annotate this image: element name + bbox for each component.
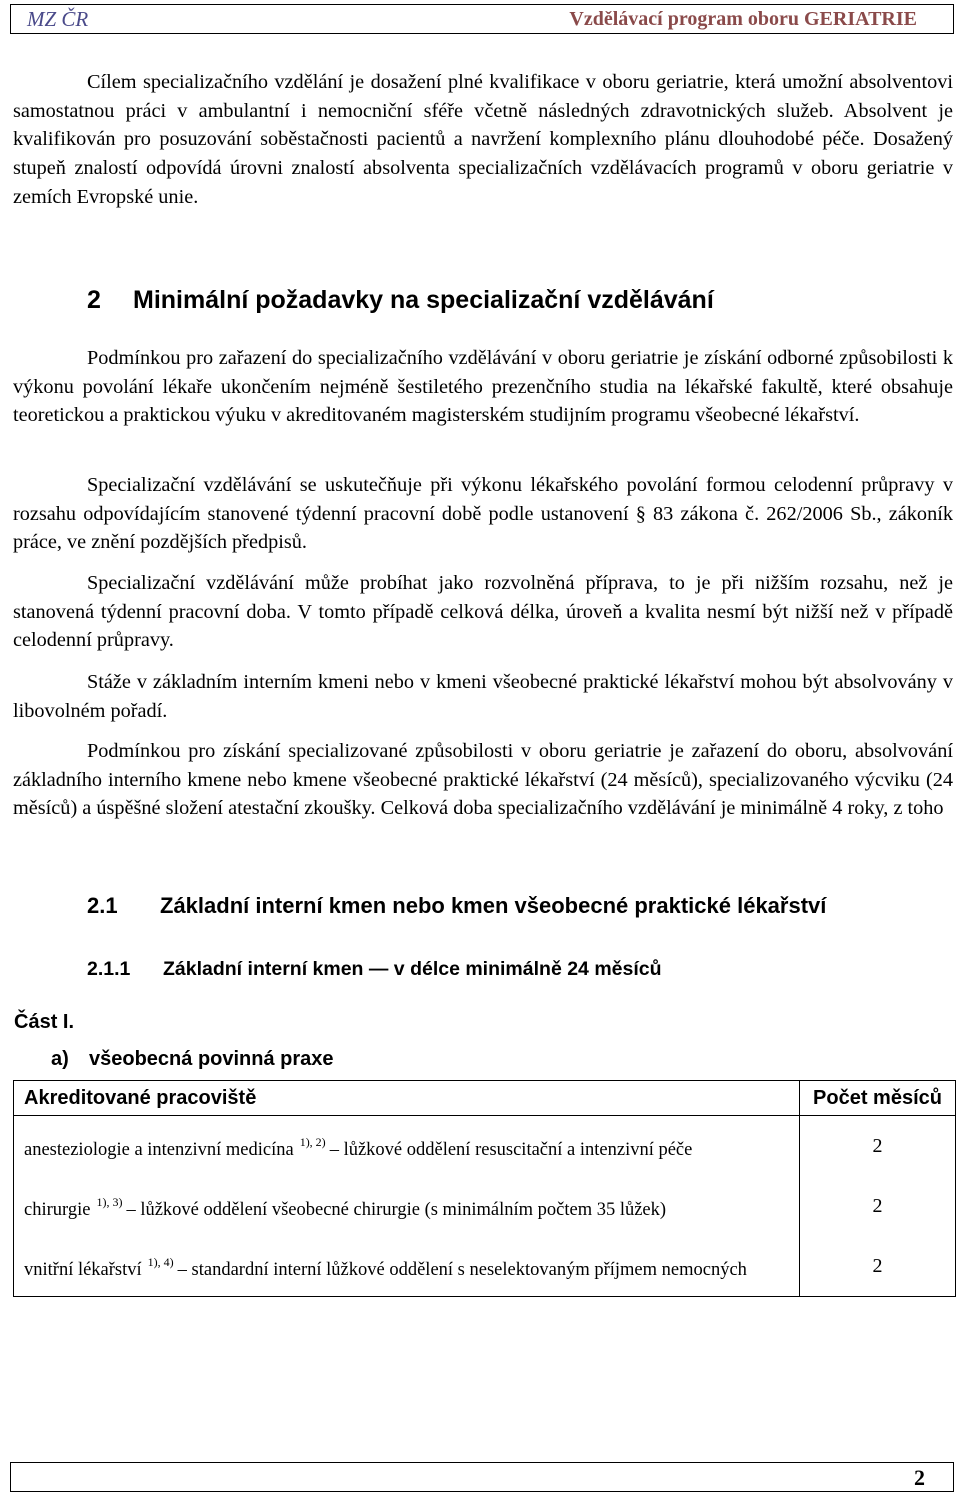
paragraph-2: Specializační vzdělávání se uskutečňuje při výkonu lékařského povolání formou celodenní průpravy v rozsahu odpovídajícím stanovené týdenní pracovní době podle ustanovení § 83 zákona č. 262/2006 Sb., zákoník práce, ve znění pozdějších předpisů.	[13, 474, 953, 554]
header-program-title: Vzdělávací program oboru GERIATRIE	[569, 7, 917, 30]
subsection-a-heading: a) všeobecná povinná praxe	[51, 1048, 334, 1070]
section-2-1-heading: 2.1 Základní interní kmen nebo kmen všeobecné praktické lékařství	[87, 893, 827, 918]
part-label: Část I.	[14, 1011, 75, 1033]
months-cell: 2	[800, 1116, 956, 1177]
section-2-1-1-heading: 2.1.1 Základní interní kmen — v délce minimálně 24 měsíců	[87, 958, 662, 980]
paragraph-3: Specializační vzdělávání může probíhat jako rozvolněná příprava, to je při nižším rozsahu, než je stanovená týdenní pracovní doba. V tomto případě celková délka, úroveň a kvalita nesmí být nižší než v případě celodenní průpravy.	[13, 572, 953, 652]
table-row	[14, 1236, 956, 1297]
intro-paragraph: Cílem specializačního vzdělání je dosažení plné kvalifikace v oboru geriatrie, která umožní absolventovi samostatnou práci v ambulantní i nemocniční sféře včetně následných zdravotnických služeb. Absolvent je kvalifikován pro posuzování soběstačnosti pacientů a navržení komplexního plánu dlouhodobé péče. Dosažený stupeň znalostí odpovídá úrovni znalostí absolventa specializačních vzdělávacích programů v oboru geriatrie v zemích Evropské unie.	[13, 71, 953, 208]
paragraph-4: Stáže v základním interním kmeni nebo v kmeni všeobecné praktické lékařství mohou být absolvovány v libovolném pořadí.	[13, 671, 953, 722]
section-2-heading: 2 Minimální požadavky na specializační vzdělávání	[87, 286, 714, 314]
months-cell: 2	[800, 1236, 956, 1297]
column-header-workplace: Akreditované pracoviště	[14, 1081, 800, 1116]
paragraph-1: Podmínkou pro zařazení do specializačního vzdělávání v oboru geriatrie je získání odborné způsobilosti k výkonu povolání lékaře ukončením nejméně šestiletého prezenčního studia na lékařské fakultě, které obsahuje teoretickou a praktickou výuku v akreditovaném magisterském studijním programu všeobecné lékařství.	[13, 347, 953, 427]
months-cell: 2	[800, 1176, 956, 1236]
table-header-row	[14, 1081, 956, 1116]
table-row	[14, 1176, 956, 1236]
workplace-cell: vnitřní lékařství $^{1), 4)}$ – standardní interní lůžkové oddělení s neselektovaným příjmem nemocných	[14, 1236, 800, 1297]
column-header-months: Počet měsíců	[800, 1081, 956, 1116]
table-row	[14, 1116, 956, 1177]
page-number: 2	[914, 1465, 925, 1490]
workplace-cell: chirurgie $^{1), 3)}$ – lůžkové oddělení všeobecné chirurgie (s minimálním počtem 35 lůžek)	[14, 1176, 800, 1236]
accredited-workplaces-table	[13, 1080, 956, 1297]
page-footer	[10, 1462, 954, 1492]
paragraph-5: Podmínkou pro získání specializované způsobilosti v oboru geriatrie je zařazení do oboru, absolvování základního interního kmene nebo kmene všeobecné praktické lékařství (24 měsíců), specializovaného výcviku (24 měsíců) a úspěšné složení atestační zkoušky. Celková doba specializačního vzdělávání je minimálně 4 roky, z toho	[13, 740, 953, 820]
workplace-cell: anesteziologie a intenzivní medicína $^{1), 2)}$ – lůžkové oddělení resuscitační a intenzivní péče	[14, 1116, 800, 1177]
page-header	[10, 4, 954, 34]
header-ministry: MZ ČR	[27, 6, 89, 31]
